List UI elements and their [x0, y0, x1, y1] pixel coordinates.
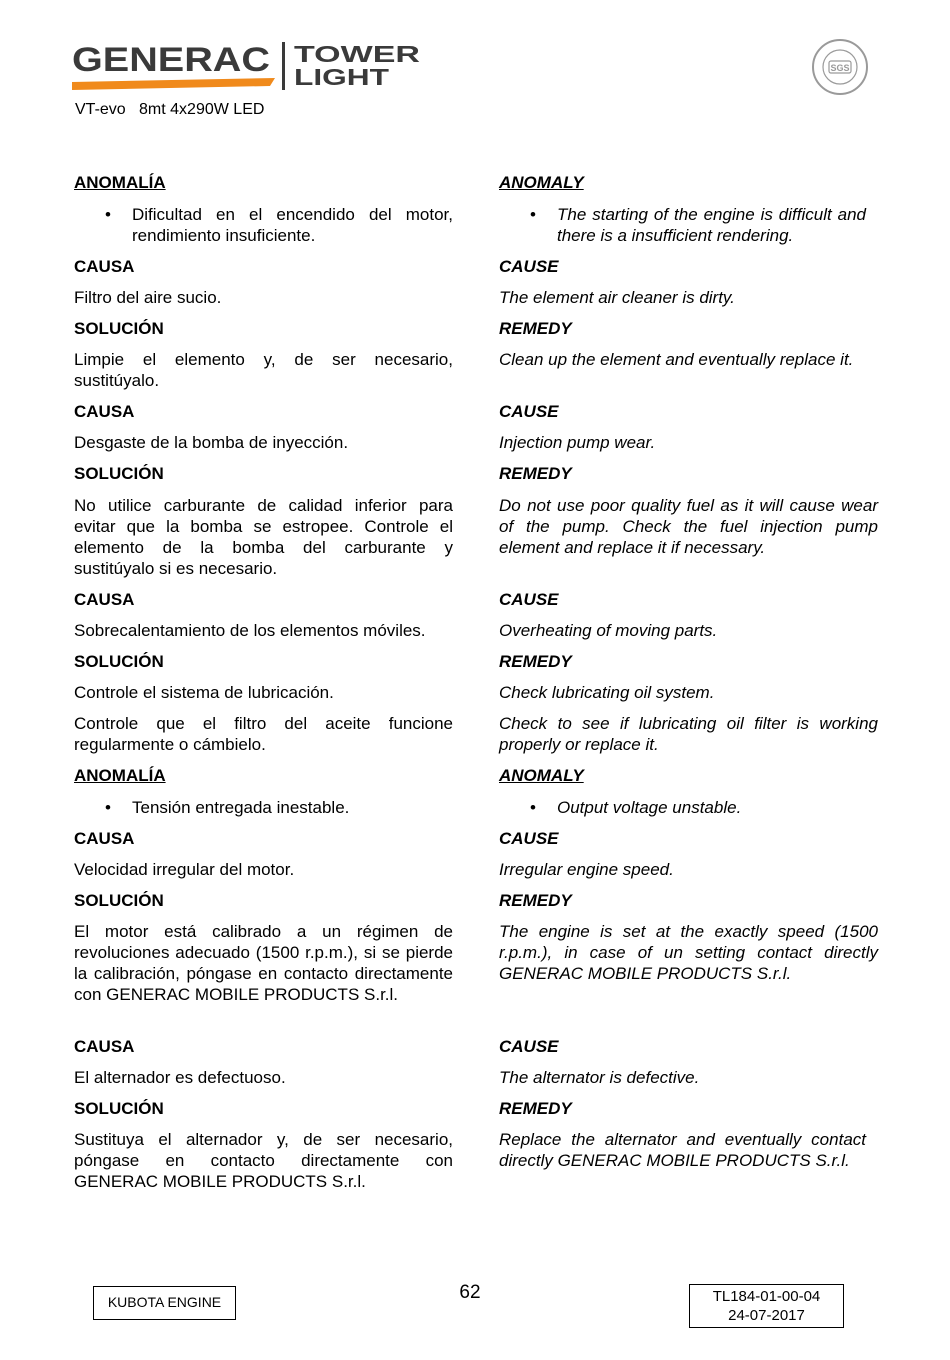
remedy-heading: REMEDY — [499, 464, 572, 483]
cause-text: Sobrecalentamiento de los elementos móviles. — [74, 621, 426, 640]
seal-text: SGS — [830, 63, 850, 73]
model-code: VT-evo — [75, 101, 126, 118]
model-subtitle — [75, 101, 264, 119]
solution-text: El motor está calibrado a un régimen de revoluciones adecuado (1500 r.p.m.), si se pierde la calibración, póngase en contacto directamente con GENERAC MOBILE PRODUCTS S.r.l. — [74, 922, 453, 1004]
solution-text: Sustituya el alternador y, de ser necesario, póngase en contacto directamente con GENERAC MOBILE PRODUCTS S.r.l. — [74, 1130, 453, 1191]
cause-text: El alternador es defectuoso. — [74, 1068, 286, 1087]
cause-heading: CAUSA — [74, 402, 135, 421]
page-number: 62 — [459, 1282, 481, 1303]
remedy-text: Clean up the element and eventually replace it. — [499, 350, 854, 369]
cause-text: The alternator is defective. — [499, 1068, 700, 1087]
solution-heading: SOLUCIÓN — [74, 891, 164, 910]
bullet-icon: • — [105, 205, 111, 224]
cause-heading: CAUSE — [499, 402, 559, 421]
cause-heading: CAUSA — [74, 1037, 135, 1056]
solution-heading: SOLUCIÓN — [74, 1099, 164, 1118]
bullet-icon: • — [530, 798, 536, 817]
remedy-heading: REMEDY — [499, 891, 572, 910]
solution-heading: SOLUCIÓN — [74, 319, 164, 338]
logo-divider — [282, 42, 285, 90]
anomaly-heading: ANOMALÍA — [74, 173, 166, 192]
anomaly-bullet-text: Dificultad en el encendido del motor, rendimiento insuficiente. — [132, 205, 453, 245]
footer-doc-info — [689, 1284, 844, 1328]
anomaly-bullet-item — [499, 204, 866, 246]
anomaly-bullet-text: Tensión entregada inestable. — [132, 798, 350, 817]
generac-tower-light-logo — [70, 38, 430, 94]
remedy-heading: REMEDY — [499, 652, 572, 671]
logo-product-line2: LIGHT — [294, 64, 389, 90]
remedy-text: Check lubricating oil system. — [499, 683, 715, 702]
cause-heading: CAUSE — [499, 590, 559, 609]
logo-product-line1: TOWER — [294, 41, 421, 67]
solution-text: Controle el sistema de lubricación. — [74, 683, 334, 702]
cause-heading: CAUSE — [499, 829, 559, 848]
cause-text: Overheating of moving parts. — [499, 621, 718, 640]
cause-text: Velocidad irregular del motor. — [74, 860, 295, 879]
anomaly-heading: ANOMALÍA — [74, 766, 166, 785]
solution-heading: SOLUCIÓN — [74, 652, 164, 671]
remedy-text: Check to see if lubricating oil filter is working properly or replace it. — [499, 714, 878, 754]
remedy-text: The engine is set at the exactly speed (1500 r.p.m.), in case of un setting contact directly GENERAC MOBILE PRODUCTS S.r.l. — [499, 922, 878, 983]
solution-text: Controle que el filtro del aceite funcione regularmente o cámbielo. — [74, 714, 453, 754]
cause-heading: CAUSA — [74, 829, 135, 848]
model-desc: 8mt 4x290W LED — [139, 101, 265, 118]
cause-heading: CAUSE — [499, 257, 559, 276]
solution-text: No utilice carburante de calidad inferior para evitar que la bomba se estropee. Controle el elemento de la bomba del carburante y sustitúyalo si es necesario. — [74, 496, 453, 578]
footer-doc-code: TL184-01-00-04 — [712, 1288, 821, 1305]
logo-brand-text: GENERAC — [72, 41, 270, 79]
cause-heading: CAUSE — [499, 1037, 559, 1056]
cause-text: Filtro del aire sucio. — [74, 288, 222, 307]
footer-doc-date: 24-07-2017 — [728, 1307, 805, 1324]
cause-heading: CAUSA — [74, 257, 135, 276]
solution-text: Limpie el elemento y, de ser necesario, sustitúyalo. — [74, 350, 453, 390]
anomaly-bullet-item — [499, 797, 878, 818]
solution-heading: SOLUCIÓN — [74, 464, 164, 483]
anomaly-bullet-item — [74, 797, 453, 818]
logo-swoosh — [72, 78, 275, 90]
anomaly-bullet-item — [74, 204, 453, 246]
certification-seal-icon — [811, 38, 869, 96]
remedy-text: Do not use poor quality fuel as it will cause wear of the pump. Check the fuel injection pump element and replace it if necessary. — [499, 496, 878, 557]
cause-text: Irregular engine speed. — [499, 860, 674, 879]
cause-heading: CAUSA — [74, 590, 135, 609]
remedy-heading: REMEDY — [499, 1099, 572, 1118]
cause-text: Injection pump wear. — [499, 433, 656, 452]
remedy-heading: REMEDY — [499, 319, 572, 338]
footer-engine-label: KUBOTA ENGINE — [93, 1286, 236, 1320]
anomaly-heading: ANOMALY — [499, 173, 584, 192]
bullet-icon: • — [530, 205, 536, 224]
anomaly-bullet-text: The starting of the engine is difficult and there is a insufficient rendering. — [557, 205, 866, 245]
anomaly-heading: ANOMALY — [499, 766, 584, 785]
anomaly-bullet-text: Output voltage unstable. — [557, 798, 742, 817]
bullet-icon: • — [105, 798, 111, 817]
cause-text: Desgaste de la bomba de inyección. — [74, 433, 349, 452]
cause-text: The element air cleaner is dirty. — [499, 288, 735, 307]
remedy-text: Replace the alternator and eventually contact directly GENERAC MOBILE PRODUCTS S.r.l. — [499, 1130, 866, 1170]
